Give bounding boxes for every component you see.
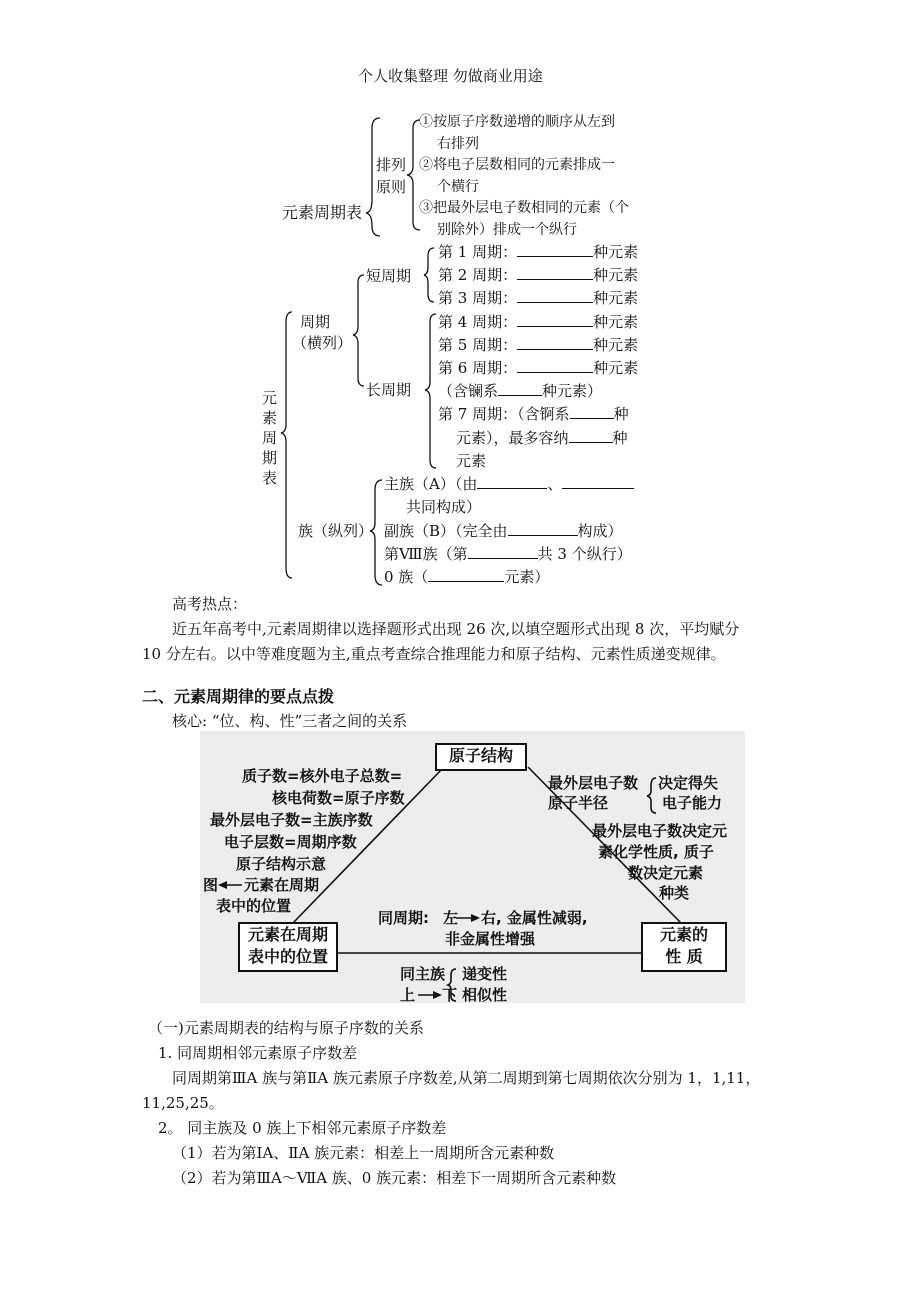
box-position: 元素在周期 表中的位置 — [238, 922, 338, 972]
period-label-sub: （横列） — [292, 334, 353, 352]
right-top-1: 最外层电子数 — [548, 774, 639, 792]
sub1-item1-title: 1. 同周期相邻元素原子序数差 — [158, 1044, 358, 1062]
left-text-4: 电子层数=周期序数 — [224, 833, 357, 851]
tree1-item2-line1: ②将电子层数相同的元素排成一 — [419, 157, 615, 173]
period-7-row-3: 元素 — [456, 452, 487, 470]
period-3-row: 第 3 周期： 种元素 — [438, 289, 639, 307]
group-dir-up: 上 — [400, 986, 416, 1004]
left-text-6: 元素在周期 — [244, 876, 320, 894]
main-group-row-2: 共同构成） — [406, 498, 482, 516]
box-properties: 元素的 性 质 — [641, 922, 727, 972]
period-6-lanthanide: （含镧系 种元素） — [438, 382, 603, 400]
right-mid-1: 最外层电子数决定元 — [592, 822, 728, 840]
tree1-item2-line2: 个横行 — [437, 179, 479, 195]
group-dir-down: 下 — [442, 986, 458, 1004]
right-top-result-1: 决定得失 — [658, 774, 719, 792]
period-trend-right: 右, 金属性减弱, — [481, 909, 588, 927]
tree1-node-line1: 排列 — [376, 156, 407, 174]
period-trend-line2: 非金属性增强 — [445, 930, 536, 948]
tree2-root-char-3: 周 — [262, 429, 278, 447]
sub1-title: （一)元素周期表的结构与原子序数的关系 — [148, 1019, 424, 1037]
sub-group-row: 副族（B）（完全由 构成） — [384, 522, 623, 540]
group-trend-label: 同主族 — [400, 965, 446, 983]
hot-line-1: 近五年高考中,元素周期律以选择题形式出现 26 次,以填空题形式出现 8 次，平均赋分 — [172, 620, 740, 638]
right-mid-3: 数决定元素 — [628, 864, 704, 882]
box-atomic-structure: 原子结构 — [435, 743, 527, 771]
sub1-item2-b: （2）若为第ⅢA～ⅦA 族、0 族元素：相差下一周期所含元素种数 — [172, 1169, 617, 1187]
page-header: 个人收集整理 勿做商业用途 — [358, 67, 543, 85]
tree1-node-line2: 原则 — [376, 178, 407, 196]
tree2-root-char-1: 元 — [262, 389, 278, 407]
period-label: 周期 — [300, 313, 331, 331]
left-text-1: 质子数=核外电子总数= — [242, 767, 403, 785]
tree1-item1-line1: ①按原子序数递增的顺序从左到 — [419, 114, 615, 130]
left-arrow-label: 图 — [203, 876, 219, 894]
tree1-root: 元素周期表 — [282, 203, 363, 222]
relation-diagram — [200, 731, 745, 1003]
tree2-root-char-2: 素 — [262, 409, 278, 427]
period-1-row: 第 1 周期： 种元素 — [438, 243, 639, 261]
period-7-row-2: 元素），最多容纳 种 — [456, 429, 628, 447]
period-trend-left: 左 — [443, 909, 459, 927]
sub1-item2-a: （1）若为第ⅠA、ⅡA 族元素：相差上一周期所含元素种数 — [172, 1144, 555, 1162]
tree2-root-char-4: 期 — [262, 449, 278, 467]
group-result-2: 相似性 — [462, 986, 508, 1004]
period-4-row: 第 4 周期： 种元素 — [438, 313, 639, 331]
section-2-core: 核心: “位、构、性”三者之间的关系 — [172, 712, 408, 730]
group-label: 族（纵列） — [298, 522, 374, 540]
tree1-item3-line1: ③把最外层电子数相同的元素（个 — [419, 200, 629, 216]
period-2-row: 第 2 周期： 种元素 — [438, 266, 639, 284]
tree1-item3-line2: 别除外）排成一个纵行 — [437, 222, 577, 238]
sub1-item1-line2: 11,25,25。 — [142, 1094, 224, 1112]
left-text-3: 最外层电子数=主族序数 — [210, 811, 373, 829]
right-mid-2: 素化学性质, 质子 — [598, 843, 714, 861]
main-group-row: 主族（A）（由 、 — [384, 474, 634, 494]
tree2-root-char-5: 表 — [262, 469, 278, 487]
short-period-label: 短周期 — [366, 267, 412, 285]
sub1-item2-title: 2。 同主族及 0 族上下相邻元素原子序数差 — [158, 1119, 447, 1137]
long-period-label: 长周期 — [366, 381, 412, 399]
right-mid-4: 种类 — [659, 884, 690, 902]
period-7-row: 第 7 周期：（含锕系 种 — [438, 405, 629, 423]
left-text-7: 表中的位置 — [216, 897, 292, 915]
right-top-2: 原子半径 — [548, 794, 609, 812]
hot-line-2: 10 分左右。以中等难度题为主,重点考查综合推理能力和原子结构、元素性质递变规律。 — [142, 645, 726, 663]
right-top-result-2: 电子能力 — [662, 794, 723, 812]
left-text-5: 原子结构示意 — [236, 855, 327, 873]
section-2-heading: 二、元素周期律的要点点拨 — [142, 687, 335, 706]
viii-group-row: 第Ⅷ族（第 共 3 个纵行） — [384, 545, 632, 563]
period-trend-label: 同周期: — [378, 909, 429, 927]
hot-title: 高考热点： — [172, 595, 248, 613]
period-5-row: 第 5 周期： 种元素 — [438, 336, 639, 354]
tree1-item1-line2: 右排列 — [437, 136, 479, 152]
zero-group-row: 0 族（ 元素） — [384, 568, 550, 586]
period-6-row: 第 6 周期： 种元素 — [438, 359, 639, 377]
sub1-item1-line1: 同周期第ⅢA 族与第ⅡA 族元素原子序数差,从第二周期到第七周期依次分别为 1，1,11， — [172, 1069, 761, 1087]
left-text-2: 核电荷数=原子序数 — [272, 789, 405, 807]
group-result-1: 递变性 — [462, 965, 508, 983]
